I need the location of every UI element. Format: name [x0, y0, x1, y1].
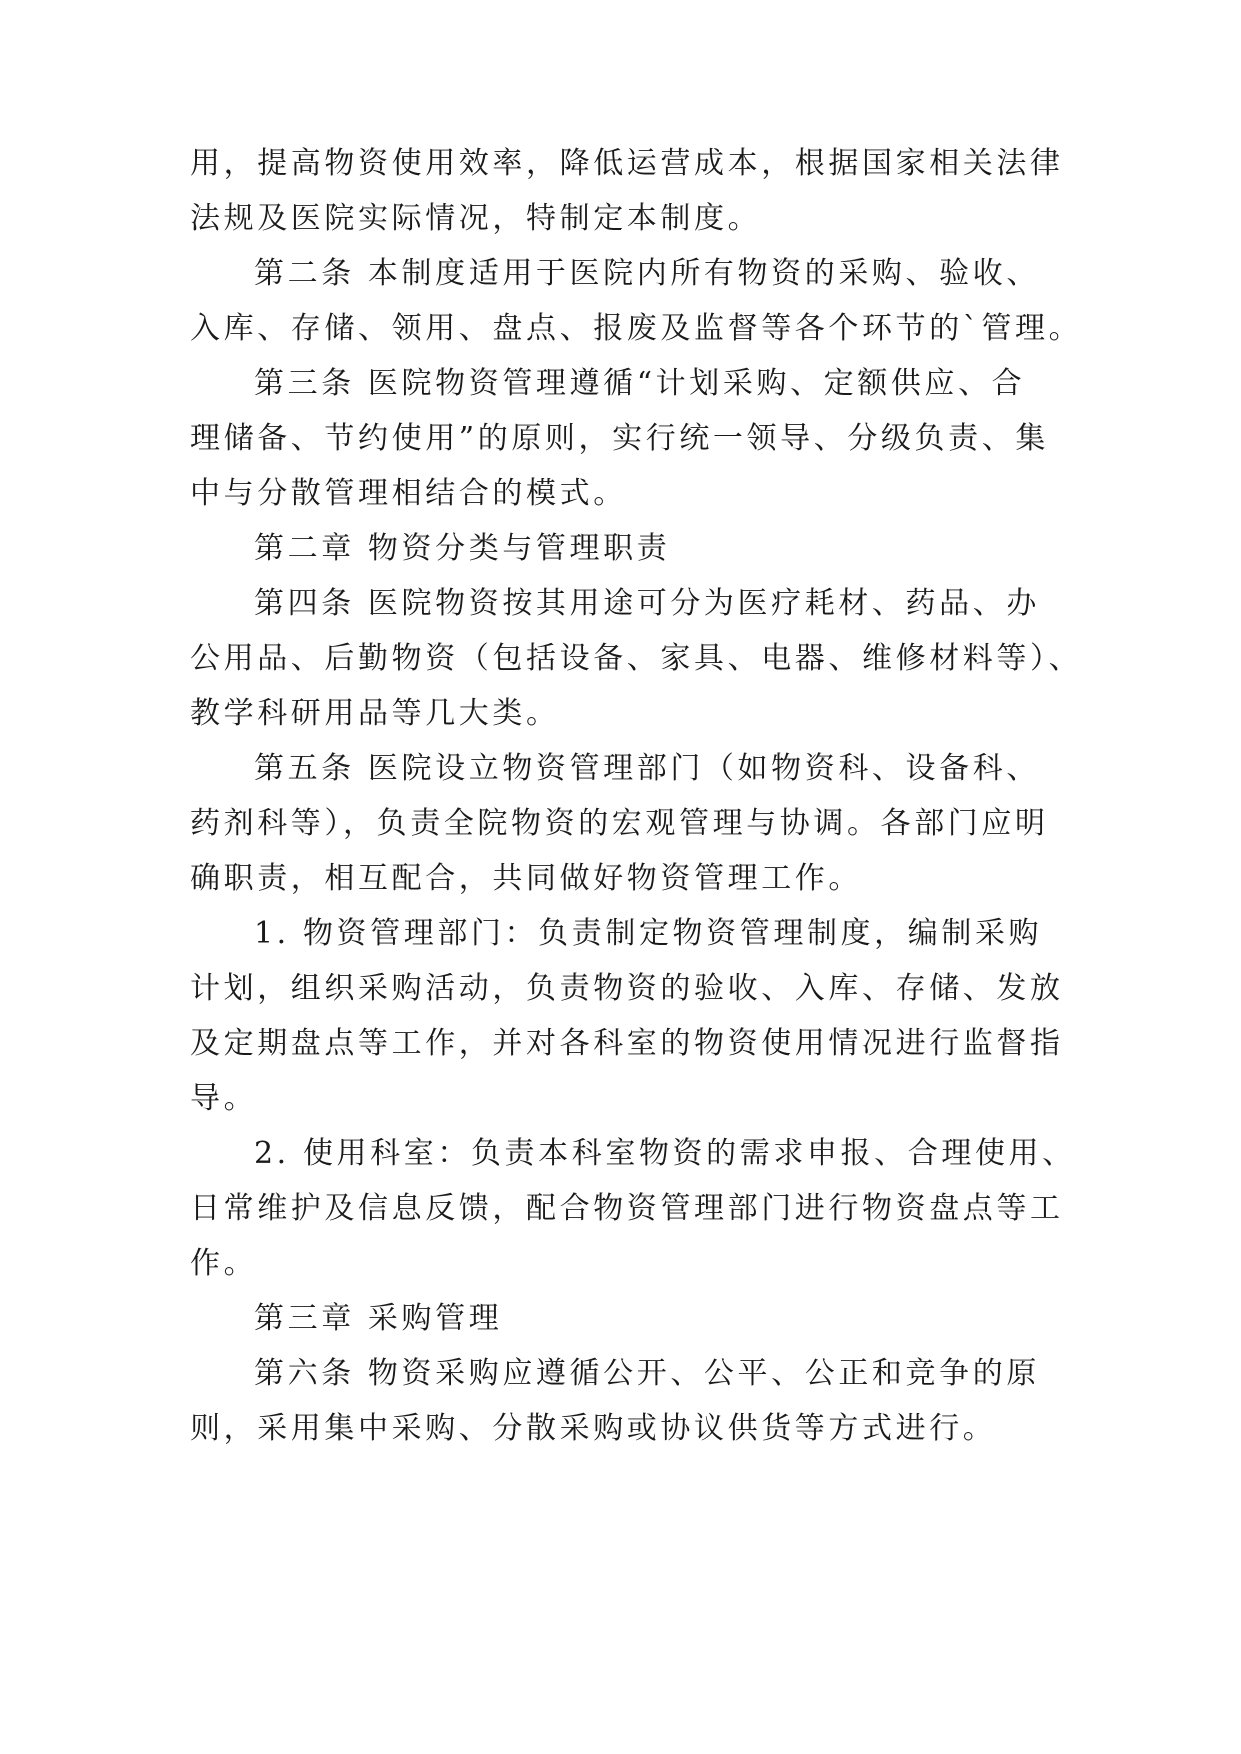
item-1-line: 1. 物资管理部门：负责制定物资管理制度，编制采购 [254, 916, 1043, 951]
text-line: 确职责，相互配合，共同做好物资管理工作。 [190, 861, 862, 896]
text-line: 则，采用集中采购、分散采购或协议供货等方式进行。 [190, 1411, 997, 1446]
item-2-line: 2. 使用科室：负责本科室物资的需求申报、合理使用、 [254, 1136, 1076, 1171]
chapter-2-heading: 第二章 物资分类与管理职责 [254, 531, 671, 566]
text-line: 计划，组织采购活动，负责物资的验收、入库、存储、发放 [190, 971, 1064, 1006]
text-line: 教学科研用品等几大类。 [190, 696, 560, 731]
text-line: 理储备、节约使用”的原则，实行统一领导、分级负责、集 [190, 421, 1049, 456]
text-line: 及定期盘点等工作，并对各科室的物资使用情况进行监督指 [190, 1026, 1064, 1061]
article-3-line: 第三条 医院物资管理遵循“计划采购、定额供应、合 [254, 366, 1026, 401]
text-line: 法规及医院实际情况，特制定本制度。 [190, 201, 762, 236]
article-5-line: 第五条 医院设立物资管理部门（如物资科、设备科、 [254, 751, 1040, 786]
text-line: 导。 [190, 1081, 258, 1116]
chapter-3-heading: 第三章 采购管理 [254, 1301, 503, 1336]
text-line: 作。 [190, 1246, 258, 1281]
text-line: 中与分散管理相结合的模式。 [190, 476, 627, 511]
article-6-line: 第六条 物资采购应遵循公开、公平、公正和竞争的原 [254, 1356, 1040, 1391]
article-4-line: 第四条 医院物资按其用途可分为医疗耗材、药品、办 [254, 586, 1040, 621]
article-2-line: 第二条 本制度适用于医院内所有物资的采购、验收、 [254, 256, 1040, 291]
text-line: 公用品、后勤物资（包括设备、家具、电器、维修材料等）、 [190, 641, 1083, 676]
text-line: 日常维护及信息反馈，配合物资管理部门进行物资盘点等工 [190, 1191, 1064, 1226]
text-line: 用，提高物资使用效率，降低运营成本，根据国家相关法律 [190, 146, 1064, 181]
text-line: 药剂科等），负责全院物资的宏观管理与协调。各部门应明 [190, 806, 1049, 841]
text-line: 入库、存储、领用、盘点、报废及监督等各个环节的`管理。 [190, 311, 1083, 346]
